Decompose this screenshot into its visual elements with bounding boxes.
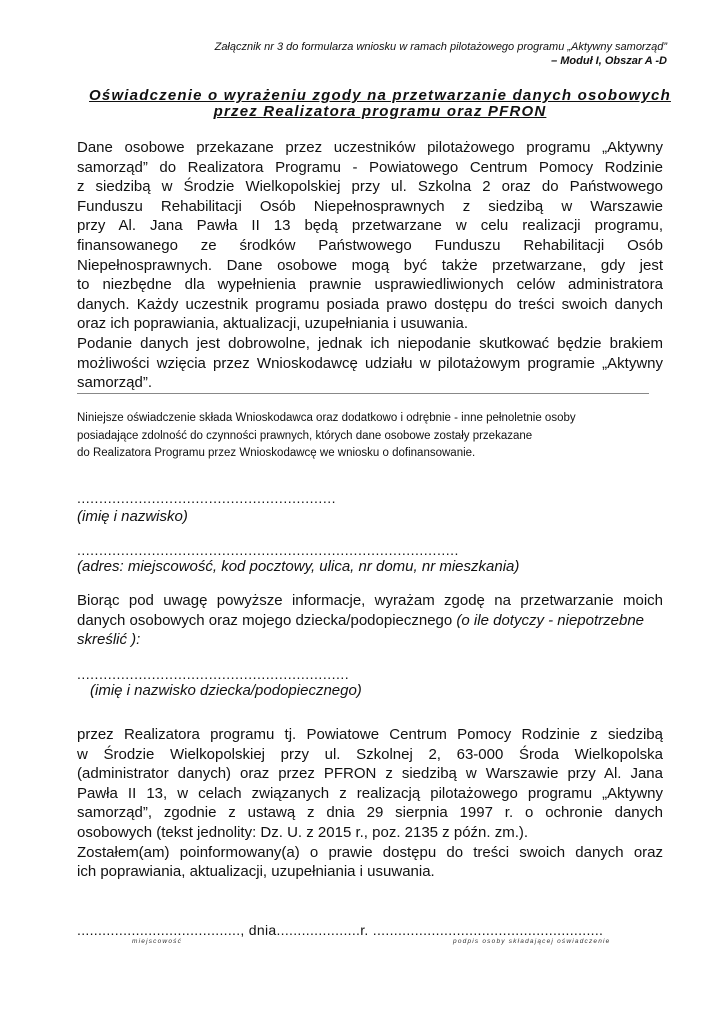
note-line: do Realizatora Programu przez Wnioskodawcę we wniosku o dofinansowanie. <box>77 447 476 459</box>
closing-line: przez Realizatora programu tj. Powiatowe Centrum Pomocy Rodzinie z siedzibą <box>77 726 663 743</box>
note-line: Niniejsze oświadczenie składa Wnioskodawca oraz dodatkowo i odrębnie - inne pełnoletnie osoby <box>77 412 576 424</box>
intro-line: Niepełnosprawnych. Dane osobowe mogą być także przetwarzane, gdy jest <box>77 256 663 274</box>
address-input-line[interactable]: ....................................................................................... <box>77 542 459 558</box>
closing-line: w Środzie Wielkopolskiej przy ul. Szkolnej 2, 63-000 Środa Wielkopolska <box>77 745 663 763</box>
address-field-label: (adres: miejscowość, kod pocztowy, ulica, nr domu, nr mieszkania) <box>77 558 520 575</box>
intro-line: finansowanego ze środków Państwowego Funduszu Rehabilitacji Osób <box>77 236 663 254</box>
note-line: posiadające zdolność do czynności prawnych, których dane osobowe zostały przekazane <box>77 429 533 442</box>
closing-line: Zostałem(am) poinformowany(a) o prawie dostępu do treści swoich danych oraz <box>77 843 663 861</box>
consent-line <box>77 630 663 650</box>
intro-line: Dane osobowe przekazane przez uczestników pilotażowego programu „Aktywny <box>77 139 663 156</box>
signature-line[interactable]: ......................................., dnia....................r. ....................................................... <box>77 922 604 938</box>
closing-line: Pawła II 13, w celach związanych z realizacją pilotażowego programu „Aktywny <box>77 784 663 802</box>
consent-line <box>77 611 663 631</box>
closing-paragraph <box>77 725 663 882</box>
attachment-header: Załącznik nr 3 do formularza wniosku w ramach pilotażowego programu „Aktywny samorząd” <box>214 41 667 53</box>
child-name-input-line[interactable]: .............................................................. <box>77 666 350 682</box>
intro-line: możliwości wzięcia przez Wnioskodawcę udziału w pilotażowym programie „Aktywny <box>77 354 663 372</box>
place-caption: miejscowość <box>132 938 183 945</box>
child-name-field-label: (imię i nazwisko dziecka/podopiecznego) <box>90 682 362 699</box>
module-header: – Moduł I, Obszar A -D <box>551 55 667 67</box>
intro-line: z siedzibą w Środzie Wielkopolskiej przy ul. Szkolna 2 oraz do Państwowego <box>77 178 663 196</box>
intro-line: przy Al. Jana Pawła II 13 będą przetwarzane w celu realizacji programu, <box>77 217 663 235</box>
consent-text: danych osobowych oraz mojego dziecka/podopiecznego <box>77 611 457 629</box>
intro-line: oraz ich poprawiania, aktualizacji, uzupełniania i usuwania. <box>77 315 469 333</box>
consent-line: Biorąc pod uwagę powyższe informacje, wyrażam zgodę na przetwarzanie moich <box>77 592 663 609</box>
name-field-label: (imię i nazwisko) <box>77 508 188 525</box>
consent-note-end: skreślić ): <box>77 631 141 649</box>
signer-caption: podpis osoby składającej oświadczenie <box>453 938 611 945</box>
closing-line: samorząd”, zgodnie z ustawą z dnia 29 sierpnia 1997 r. o ochronie danych <box>77 804 663 822</box>
intro-line: Funduszu Rehabilitacji Osób Niepełnosprawnych z siedzibą w Warszawie <box>77 197 663 215</box>
consent-paragraph <box>77 591 663 650</box>
closing-line: ich poprawiania, aktualizacji, uzupełniania i usuwania. <box>77 863 435 881</box>
closing-line: (administrator danych) oraz przez PFRON z siedzibą w Warszawie przy Al. Jana <box>77 765 663 783</box>
consent-note: (o ile dotyczy - niepotrzebne <box>456 611 645 629</box>
section-divider <box>77 393 649 394</box>
note-paragraph <box>77 410 667 463</box>
intro-line: samorząd” do Realizatora Programu - Powiatowego Centrum Pomocy Rodzinie <box>77 158 663 176</box>
intro-line: samorząd”. <box>77 374 153 392</box>
closing-line: osobowych (tekst jednolity: Dz. U. z 2015 r., poz. 2135 z późn. zm.). <box>77 823 529 841</box>
intro-line: danych. Każdy uczestnik programu posiada prawo dostępu do treści swoich danych <box>77 295 663 313</box>
document-subtitle: przez Realizatora programu oraz PFRON <box>213 103 547 120</box>
intro-line: to niezbędne dla wypełnienia prawnie usprawiedliwionych celów administratora <box>77 276 663 294</box>
name-input-line[interactable]: ........................................................... <box>77 490 336 506</box>
document-title: Oświadczenie o wyrażeniu zgody na przetwarzanie danych osobowych <box>89 87 671 104</box>
intro-paragraph <box>77 138 663 393</box>
intro-line: Podanie danych jest dobrowolne, jednak ich niepodanie skutkować będzie brakiem <box>77 334 663 352</box>
